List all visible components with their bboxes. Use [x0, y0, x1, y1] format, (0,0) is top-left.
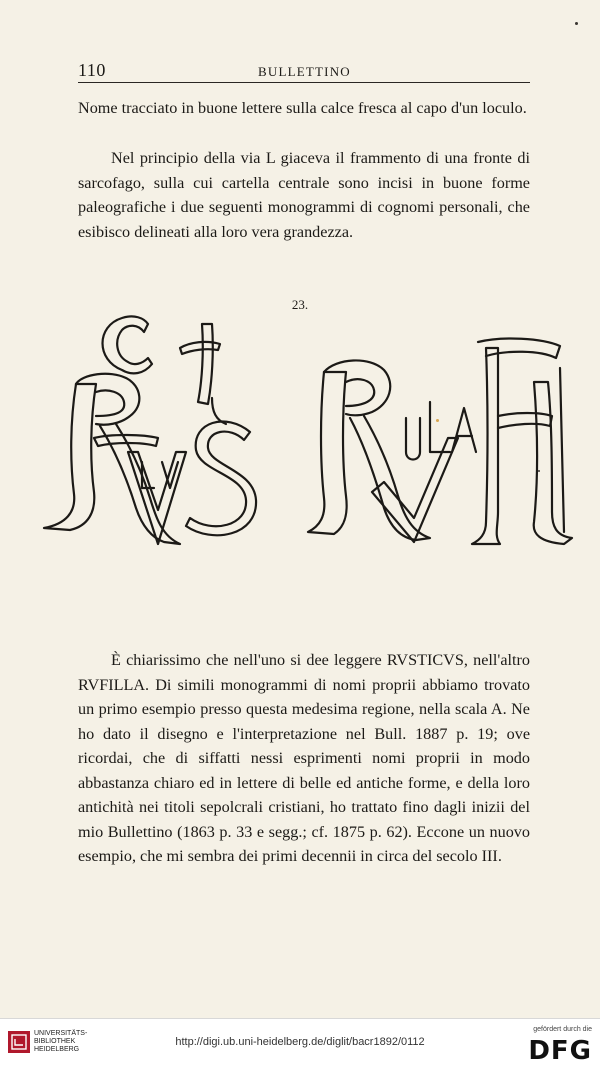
paragraph-1-text: Nome tracciato in buone lettere sulla calce fresca al capo d'un loculo.	[78, 99, 527, 117]
paragraph-1	[78, 96, 530, 121]
paragraph-3-text: È chiarissimo che nell'uno si dee leggere RVSTICVS, nell'altro RVFILLA. Di simili monogrammi di nomi proprii abbiamo trovato un primo esempio presso questa medesima regione, nella scala A. Ne ho dato il disegno e l'interpretazione nel Bull. 1887 p. 19; ove ricordai, che di siffatti nessi esprimenti nomi proprii in modo abbastanza chiaro ed in lettere di belle ed antiche forme, e della loro antichità nei titoli sepolcrali cristiani, ho trattato fino dagli inizii del mio Bullettino (1863 p. 33 e segg.; cf. 1875 p. 62). Eccone un nuovo esempio, che mi sembra dei primi decennii in circa del secolo III.	[78, 651, 530, 865]
monogram-rufilla	[302, 312, 584, 557]
dfg-logo-icon: DFG	[528, 1036, 592, 1066]
permalink[interactable]: http://digi.ub.uni-heidelberg.de/diglit/bacr1892/0112	[175, 1036, 425, 1048]
scan-speck	[436, 419, 439, 422]
library-line-2: BIBLIOTHEK	[34, 1038, 76, 1045]
running-head: BULLETTINO	[258, 64, 351, 79]
paragraph-2-text: Nel principio della via L giaceva il frammento di una fronte di sarcofago, sulla cui cartella centrale sono incisi in buone forme paleografiche i due seguenti monogrammi di cognomi personali, che esibisco delineati alla loro vera grandezza.	[78, 149, 530, 241]
scan-speck	[575, 22, 578, 25]
header-rule	[78, 82, 530, 83]
paragraph-3	[78, 648, 530, 869]
library-line-1: UNIVERSITÄTS-	[34, 1030, 88, 1037]
monogram-rusticus	[30, 312, 290, 557]
scan-speck	[538, 470, 540, 472]
funding-caption: gefördert durch die	[533, 1026, 592, 1033]
page-number: 110	[78, 60, 106, 80]
library-line-3: HEIDELBERG	[34, 1046, 80, 1053]
figure-number: 23.	[291, 297, 309, 312]
viewer-footer	[0, 1018, 600, 1067]
paragraph-2	[78, 146, 530, 244]
